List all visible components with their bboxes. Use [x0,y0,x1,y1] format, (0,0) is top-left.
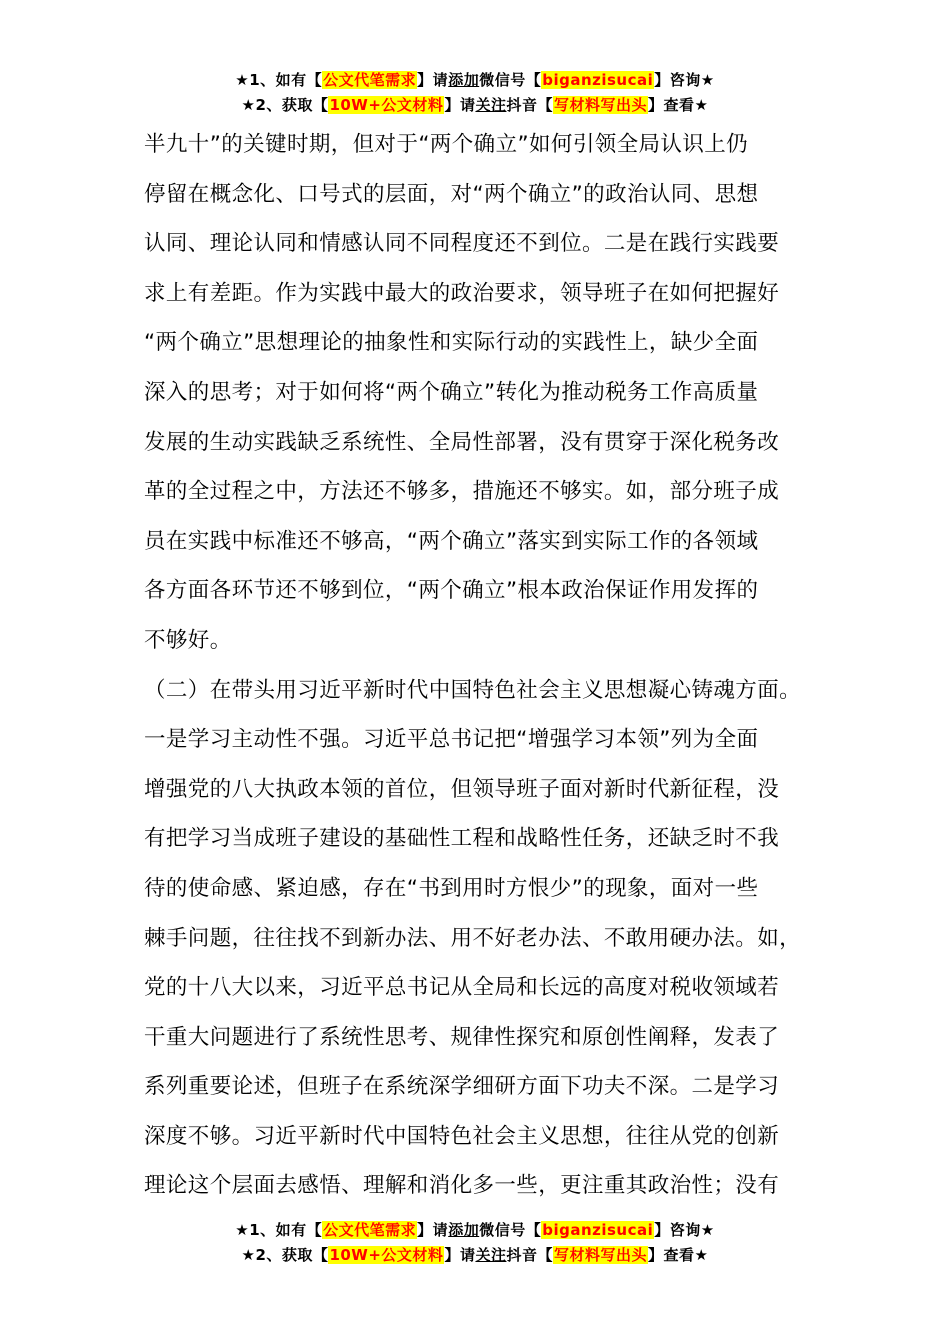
banner-highlight: 10W+公文材料 [329,96,444,114]
body-line: 干重大问题进行了系统性思考、规律性探究和原创性阐释，发表了 [144,1024,780,1050]
body-line: 各方面各环节还不够到位，“两个确立”根本政治保证作用发挥的 [144,578,759,604]
body-line: 半九十”的关键时期，但对于“两个确立”如何引领全局认识上仍 [144,132,749,157]
banner-line-2 [0,93,950,118]
banner-text: 】请 [417,71,449,89]
body-line: 增强党的八大执政本领的首位，但领导班子面对新时代新征程，没 [144,776,780,802]
banner-line-1 [0,1218,950,1243]
body-line: 发展的生动实践缺乏系统性、全局性部署，没有贯穿于深化税务改 [144,429,780,455]
banner-highlight: 公文代笔需求 [323,1221,417,1239]
body-line: 员在实践中标准还不够高，“两个确立”落实到实际工作的各领域 [144,528,759,554]
banner-text: 微信号【 [479,71,542,89]
banner-text: 】请 [444,1246,476,1264]
banner-highlight: 写材料写出头 [553,1246,647,1264]
body-line: 深入的思考；对于如何将“两个确立”转化为推动税务工作高质量 [144,379,759,405]
banner-highlight: 公文代笔需求 [323,71,417,89]
banner-text: ★2、获取【 [241,1246,329,1264]
section-heading: （二）在带头用习近平新时代中国特色社会主义思想凝心铸魂方面。 [144,677,802,703]
document-body [144,120,834,1211]
banner-text: 】请 [444,96,476,114]
banner-text: 】咨询★ [654,71,715,89]
banner-text: ★1、如有【 [235,1221,323,1239]
banner-highlight: biganzisucai [542,71,654,89]
body-line: 党的十八大以来，习近平总书记从全局和长远的高度对税收领域若 [144,975,780,1001]
banner-text: 】咨询★ [654,1221,715,1239]
body-line: “两个确立”思想理论的抽象性和实际行动的实践性上，缺少全面 [144,330,759,356]
banner-highlight: 写材料写出头 [553,96,647,114]
banner-text: 】请 [417,1221,449,1239]
banner-text: 抖音【 [506,96,553,114]
body-line: 革的全过程之中，方法还不够多，措施还不够实。如，部分班子成 [144,479,780,505]
banner-text: 】查看★ [648,1246,709,1264]
banner-line-1 [0,68,950,93]
banner-underlined: 关注 [475,1246,507,1264]
banner-text: 微信号【 [479,1221,542,1239]
banner-line-2 [0,1243,950,1268]
body-line: 停留在概念化、口号式的层面，对“两个确立”的政治认同、思想 [144,181,759,207]
banner-text: ★2、获取【 [241,96,329,114]
body-line: 深度不够。习近平新时代中国特色社会主义思想，往往从党的创新 [144,1123,780,1149]
body-line: 不够好。 [144,627,232,653]
body-line: 有把学习当成班子建设的基础性工程和战略性任务，还缺乏时不我 [144,826,780,852]
banner-text: 】查看★ [648,96,709,114]
banner-text: ★1、如有【 [235,71,323,89]
banner-underlined: 关注 [475,96,507,114]
banner-underlined: 添加 [448,1221,480,1239]
body-line: 待的使命感、紧迫感，存在“书到用时方恨少”的现象，面对一些 [144,875,759,901]
top-banner [0,68,950,118]
body-line: 一是学习主动性不强。习近平总书记把“增强学习本领”列为全面 [144,727,759,753]
body-line: 求上有差距。作为实践中最大的政治要求，领导班子在如何把握好 [144,280,780,306]
banner-underlined: 添加 [448,71,480,89]
banner-text: 抖音【 [506,1246,553,1264]
body-line: 理论这个层面去感悟、理解和消化多一些，更注重其政治性；没有 [144,1173,780,1199]
body-line: 系列重要论述，但班子在系统深学细研方面下功夫不深。二是学习 [144,1074,780,1100]
body-line: 棘手问题，往往找不到新办法、用不好老办法、不敢用硬办法。如， [144,925,802,951]
banner-highlight: 10W+公文材料 [329,1246,444,1264]
banner-highlight: biganzisucai [542,1221,654,1239]
body-line: 认同、理论认同和情感认同不同程度还不到位。二是在践行实践要 [144,231,780,257]
bottom-banner [0,1218,950,1268]
